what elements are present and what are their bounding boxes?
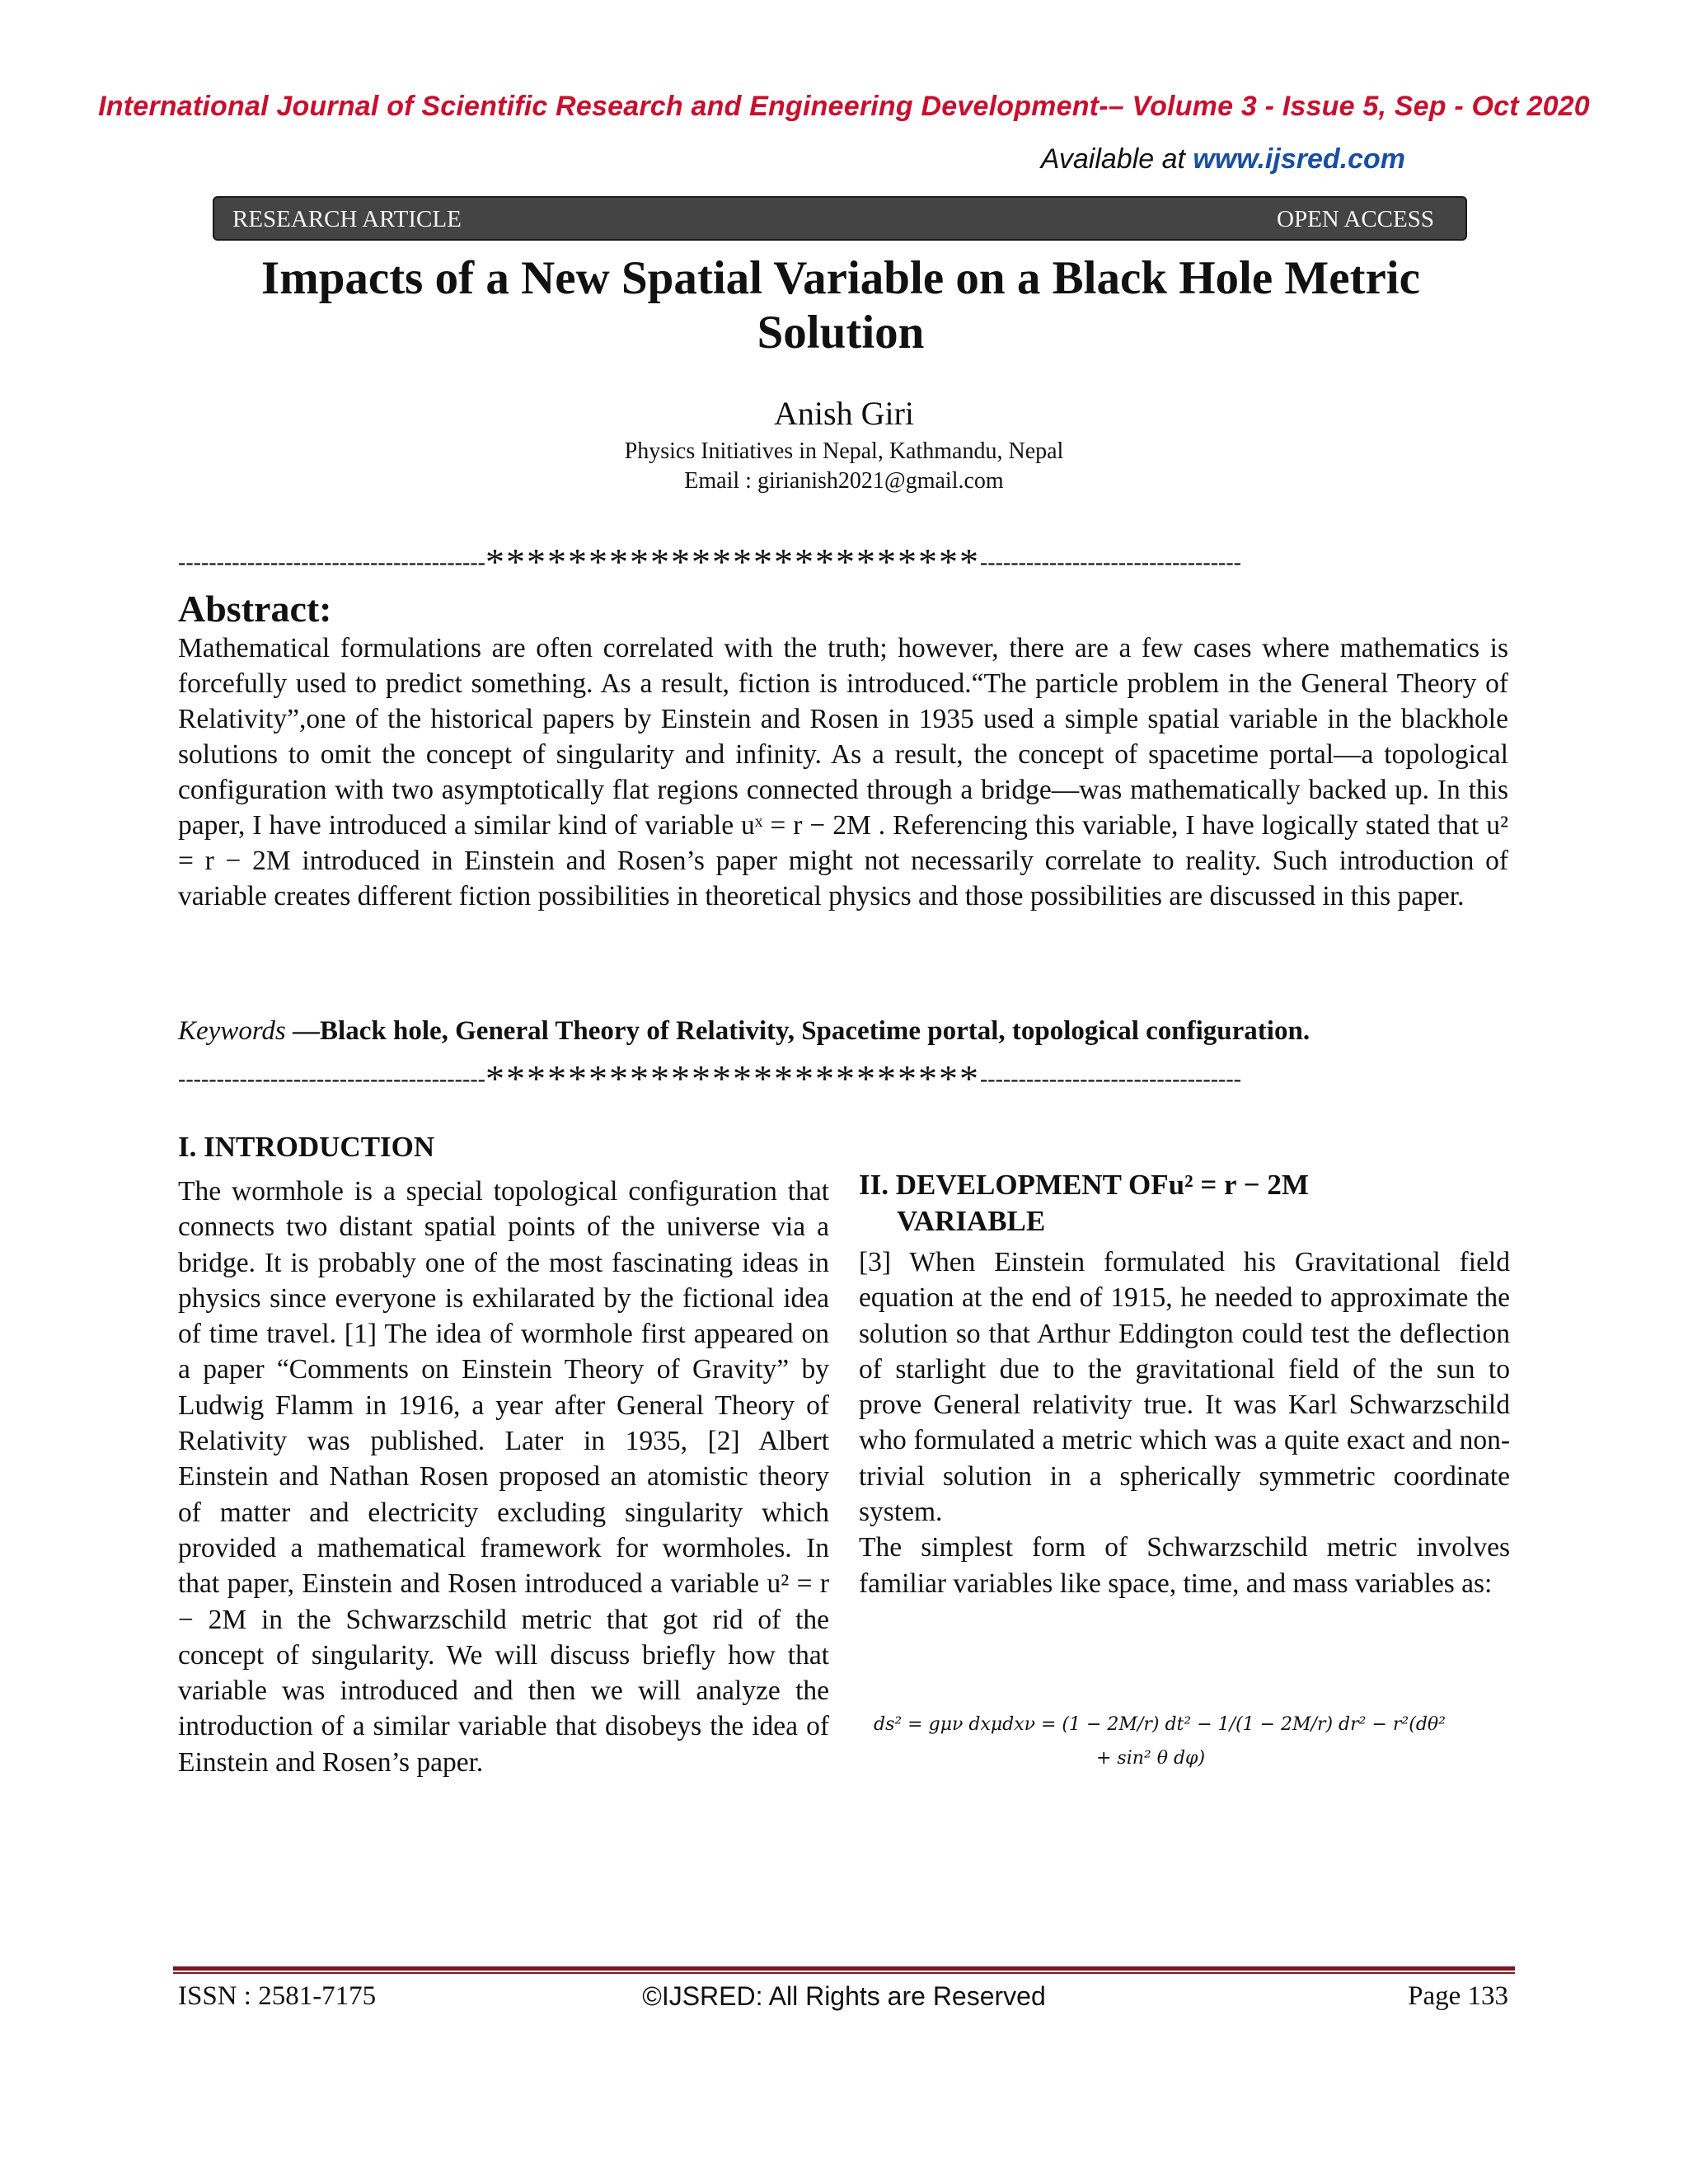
separator-top (178, 540, 1505, 583)
availability-line (1014, 143, 1405, 176)
footer-issn: ISSN : 2581-7175 (178, 1981, 377, 2011)
keywords-line (178, 1016, 1508, 1047)
banner-research-article: RESEARCH ARTICLE (232, 206, 462, 232)
footer-rule (173, 1966, 1515, 1971)
separator-dashes-right: ---------------------------------- (979, 550, 1241, 575)
separator-dashes-left: ---------------------------------------- (178, 550, 485, 575)
section-heading-development: II. DEVELOPMENT OFu² = r − 2M (859, 1169, 1309, 1201)
email-line: Email : girianish2021@gmail.com (684, 468, 1004, 494)
equation-line-2: + sin² θ dφ) (1096, 1748, 1206, 1769)
author-name: Anish Giri (774, 395, 914, 432)
separator-dashes-left: ---------------------------------------- (178, 1066, 485, 1092)
banner-open-access: OPEN ACCESS (1277, 206, 1434, 232)
separator-dashes-right: ---------------------------------- (979, 1066, 1241, 1092)
abstract-heading: Abstract: (178, 588, 332, 630)
introduction-body (178, 1174, 829, 1780)
development-paragraph-2: The simplest form of Schwarzschild metric involves familiar variables like space, time, and mass variables as: (859, 1532, 1510, 1599)
development-paragraph-1: [3] When Einstein formulated his Gravitational field equation at the end of 1915, he needed to approximate the solution so that Arthur Eddington could test the deflection of starlight due to the gravitational field of the sun to prove General relativity true. It was Karl Schwarzschild who formulated a metric which was a quite exact and non-trivial solution in a spherically symmetric coordinate system. (859, 1247, 1510, 1528)
paper-title: Impacts of a New Spatial Variable on a Black Hole Metric Solution (261, 252, 1420, 359)
separator-stars: ************************ (485, 541, 980, 583)
journal-header: International Journal of Scientific Research and Engineering Development-– Volume 3 - Issue 5, Sep - Oct 2020 (98, 91, 1590, 122)
abstract-paragraph: Mathematical formulations are often correlated with the truth; however, there are a few cases where mathematics is forcefully used to predict something. As a result, fiction is introduced.“The particle problem in the General Theory of Relativity”,one of the historical papers by Einstein and Rosen in 1935 used a simple spatial variable in the blackhole solutions to omit the concept of singularity and infinity. As a result, the concept of spacetime portal—a topological configuration with two asymptotically flat regions connected through a bridge—was mathematically backed up. In this paper, I have introduced a similar kind of variable uˣ = r − 2M . Referencing this variable, I have logically stated that u² = r − 2M introduced in Einstein and Rosen’s paper might not necessarily correlate to reality. Such introduction of variable creates different fiction possibilities in theoretical physics and those possibilities are discussed in this paper. (178, 633, 1508, 912)
introduction-paragraph: The wormhole is a special topological configuration that connects two distant spatial points of the universe via a bridge. It is probably one of the most fascinating ideas in physics since everyone is exhilarated by the fictional idea of time travel. [1] The idea of wormhole first appeared on a paper “Comments on Einstein Theory of Gravity” by Ludwig Flamm in 1916, a year after General Theory of Relativity was published. Later in 1935, [2] Albert Einstein and Nathan Rosen proposed an atomistic theory of matter and electricity excluding singularity which provided a mathematical framework for wormholes. In that paper, Einstein and Rosen introduced a variable u² = r − 2M in the Schwarzschild metric that got rid of the concept of singularity. We will discuss briefly how that variable was introduced and then we will analyze the introduction of a similar variable that disobeys the idea of Einstein and Rosen’s paper. (178, 1176, 829, 1778)
journal-url-link[interactable]: www.ijsred.com (1193, 143, 1405, 175)
equation-line-1: ds² = gμν dxμdxν = (1 − 2M/r) dt² − 1/(1 − 2M/r) dr² − r²(dθ² (874, 1714, 1446, 1735)
abstract-body (178, 630, 1508, 914)
footer-page-number: Page 133 (1408, 1981, 1508, 2011)
section-heading-introduction: I. INTRODUCTION (178, 1131, 435, 1163)
footer-rights: ©IJSRED: All Rights are Reserved (642, 1981, 1046, 2011)
separator-stars: ************************ (485, 1057, 980, 1099)
development-body (859, 1244, 1510, 1601)
section-heading-development-cont: VARIABLE (897, 1205, 1046, 1237)
schwarzschild-equation (874, 1714, 1517, 1769)
footer-rule-thin (173, 1972, 1515, 1974)
affiliation-line: Physics Initiatives in Nepal, Kathmandu, Nepal (624, 438, 1064, 464)
available-prefix: Available at (1040, 143, 1193, 175)
separator-bottom (178, 1057, 1505, 1100)
keywords-list: —Black hole, General Theory of Relativity, Spacetime portal, topological configuration. (285, 1016, 1311, 1046)
author-affiliation (0, 437, 1688, 496)
keywords-label: Keywords (178, 1016, 286, 1046)
